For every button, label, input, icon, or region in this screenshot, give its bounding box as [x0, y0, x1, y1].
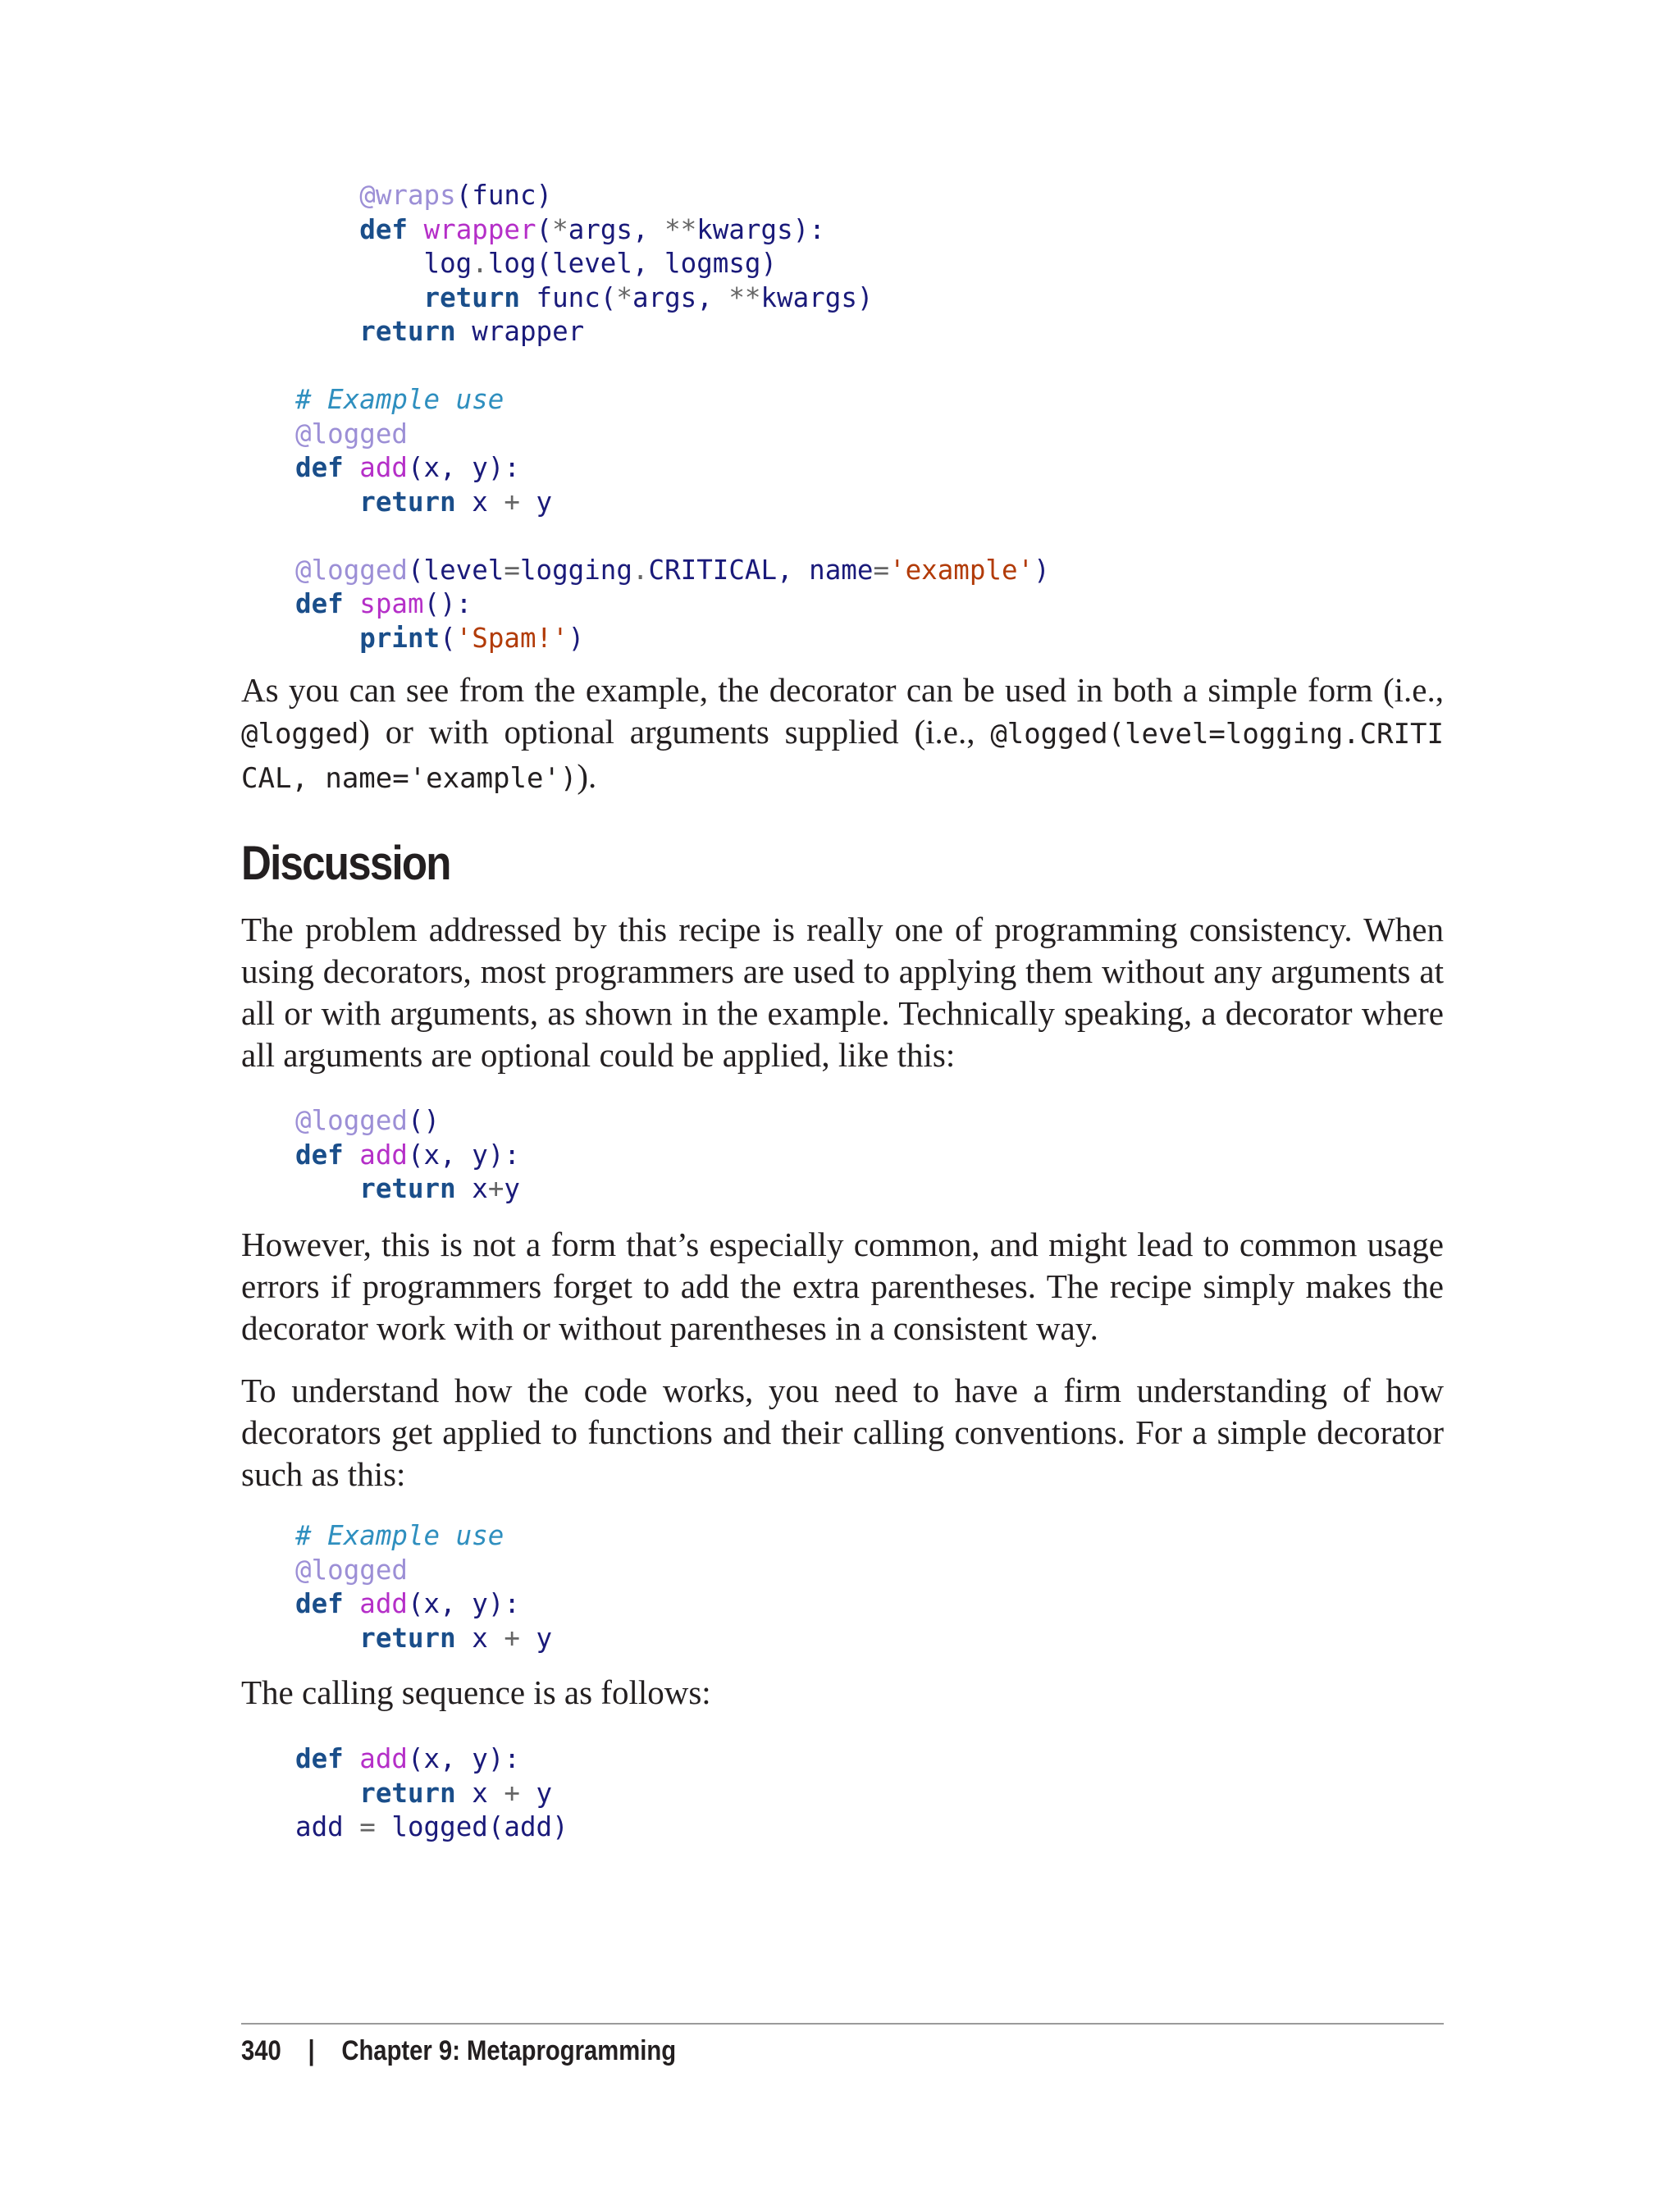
code-line: def add(x, y): — [295, 1743, 520, 1774]
paragraph-calling-sequence: The calling sequence is as follows: — [241, 1673, 711, 1711]
paragraph-usage-errors: However, this is not a form that’s especially common, and might lead to common usage errors if programmers forget to add the extra parentheses. The recipe simply makes the decorator work with or without parentheses in a consistent way. — [241, 1226, 1444, 1347]
section-heading: Discussion — [241, 837, 450, 890]
code-line: add = logged(add) — [295, 1811, 568, 1842]
paragraph-example-explanation — [241, 669, 1444, 800]
inline-code: @logged — [241, 718, 359, 751]
code-line: return func(*args, **kwargs) — [423, 281, 874, 313]
footer-rule — [241, 2023, 1444, 2025]
paragraph-text: ). — [577, 757, 597, 795]
paragraph-text: As you can see from the example, the decorator can be used in both a simple form (i.e., — [241, 671, 1444, 709]
paragraph-problem: The problem addressed by this recipe is really one of programming consistency. When using decorators, most programmers are used to applying them without any arguments at all or with arguments, as shown in the example. Technically speaking, a decorator where all arguments are optional could be applied, like this: — [241, 911, 1444, 1074]
code-block-simple-decorator — [295, 1519, 552, 1655]
page-footer — [241, 2033, 676, 2069]
code-line: def add(x, y): — [295, 1588, 520, 1619]
code-line: @logged(level=logging.CRITICAL, name='example') — [295, 554, 1050, 586]
code-line: @logged() — [295, 1105, 441, 1136]
paragraph-understanding: To understand how the code works, you need to have a firm understanding of how decorators get applied to functions and their calling conventions. For a simple decorator such as this: — [241, 1372, 1444, 1493]
code-line: return x + y — [359, 1777, 553, 1809]
code-line — [295, 349, 1050, 384]
code-line: def wrapper(*args, **kwargs): — [359, 213, 825, 245]
chapter-title: Chapter 9: Metaprogramming — [341, 2035, 677, 2066]
page-number: 340 — [241, 2035, 281, 2066]
code-line: return x + y — [359, 486, 553, 518]
code-line: return wrapper — [359, 316, 585, 347]
code-block-calling-sequence — [295, 1742, 568, 1845]
code-line: print('Spam!') — [359, 622, 585, 654]
code-block-empty-parens — [295, 1104, 520, 1207]
code-line: def spam(): — [295, 588, 472, 619]
code-line — [295, 519, 1050, 554]
code-line: # Example use — [295, 384, 504, 415]
code-line: def add(x, y): — [295, 452, 520, 483]
code-line: log.log(level, logmsg) — [423, 248, 778, 279]
code-line: return x + y — [359, 1622, 553, 1654]
paragraph-text: ) or with optional arguments supplied (i.e., — [358, 713, 991, 751]
code-line: @wraps(func) — [359, 180, 553, 211]
code-line: # Example use — [295, 1520, 504, 1551]
code-block-logged-decorator — [295, 179, 1050, 655]
code-line: @logged — [295, 418, 408, 450]
code-line: return x+y — [359, 1173, 520, 1204]
code-line: def add(x, y): — [295, 1139, 520, 1171]
footer-separator: | — [308, 2035, 315, 2066]
inline-code: @logged(level=logging.CRITI CAL, name='example') — [241, 718, 1444, 795]
code-line: @logged — [295, 1554, 408, 1586]
